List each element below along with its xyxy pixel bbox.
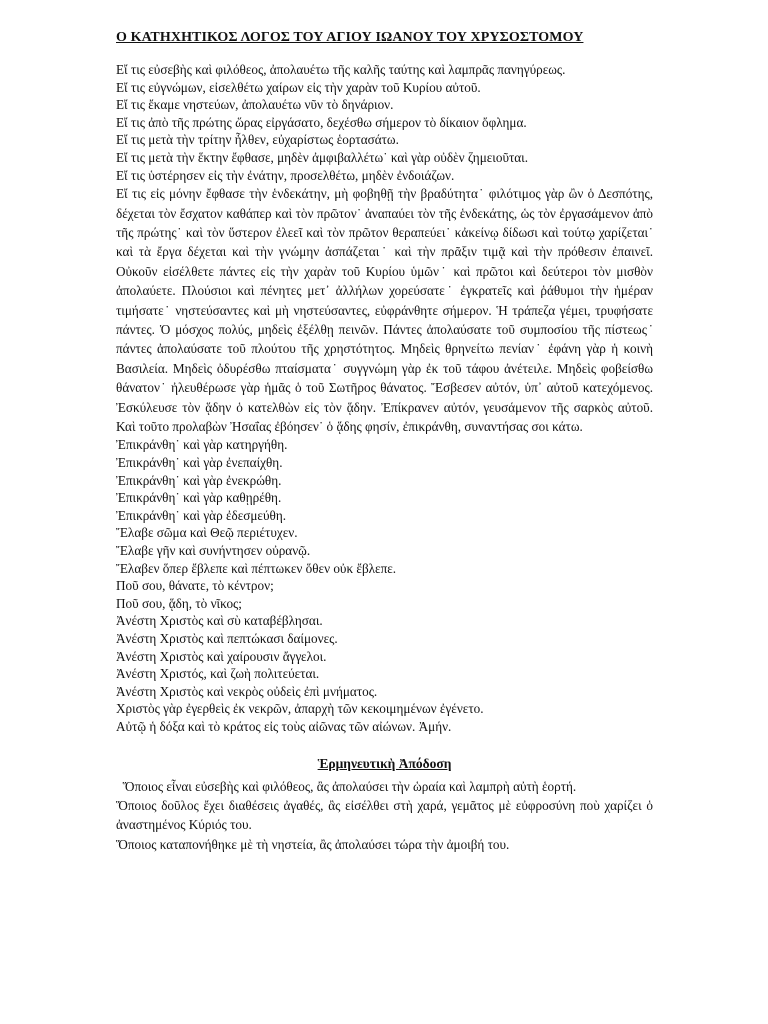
text-line: Ποῦ σου, θάνατε, τὸ κέντρον; <box>116 578 274 594</box>
text-line: Ἐπικράνθη˙ καὶ γὰρ ἐνεπαίχθη. <box>116 455 283 471</box>
document-title: Ο ΚΑΤΗΧΗΤΙΚΟΣ ΛΟΓΟΣ ΤΟΥ ΑΓΙΟΥ ΙΩΑΝΟΥ ΤΟΥ ΧΡΥΣΟΣΤΟΜΟΥ <box>116 30 584 45</box>
text-line: Εἴ τις ὑστέρησεν εἰς τὴν ἐνάτην, προσελθέτω, μηδὲν ἐνδοιάζων. <box>116 167 455 183</box>
text-line: Αὐτῷ ἡ δόξα καὶ τὸ κράτος εἰς τοὺς αἰῶνας τῶν αἰώνων. Ἀμήν. <box>116 718 452 734</box>
text-line: Εἴ τις ἀπὸ τῆς πρώτης ὥρας εἰργάσατο, δεχέσθω σήμερον τὸ δίκαιον ὄφλημα. <box>116 114 527 130</box>
text-line: Χριστὸς γὰρ ἐγερθεὶς ἐκ νεκρῶν, ἀπαρχὴ τῶν κεκοιμημένων ἐγένετο. <box>116 701 484 717</box>
text-line: Ποῦ σου, ᾅδη, τὸ νῖκος; <box>116 595 242 611</box>
text-line: Εἴ τις μετὰ τὴν ἕκτην ἔφθασε, μηδὲν ἀμφιβαλλέτω˙ καὶ γὰρ οὐδὲν ζημειοῦται. <box>116 149 529 165</box>
text-line: Ἐπικράνθη˙ καὶ γὰρ κατηργήθη. <box>116 437 288 453</box>
text-line: Ἔλαβεν ὅπερ ἔβλεπε καὶ πέπτωκεν ὅθεν οὐκ ἔβλεπε. <box>116 560 397 576</box>
section-title: Ἑρμηνευτικὴ Ἀπόδοση <box>317 755 452 771</box>
interp-paragraph: Ὅποιος εἶναι εὐσεβὴς καὶ φιλόθεος, ἂς ἀπολαύσει τὴν ὡραία καὶ λαμπρὴ αὐτὴ ἑορτή. <box>116 778 577 794</box>
text-line: Ἀνέστη Χριστὸς καὶ σὺ καταβέβλησαι. <box>116 613 323 629</box>
text-line: Εἴ τις μετὰ τὴν τρίτην ἦλθεν, εὐχαρίστως ἑορτασάτω. <box>116 132 399 148</box>
text-line: Ἐπικράνθη˙ καὶ γὰρ καθῃρέθη. <box>116 490 282 506</box>
document-page <box>116 30 653 854</box>
text-line: Ἔλαβε σῶμα καὶ Θεῷ περιέτυχεν. <box>116 525 298 541</box>
text-line: Ἐπικράνθη˙ καὶ γὰρ ἐδεσμεύθη. <box>116 507 287 523</box>
interp-paragraph: Ὅποιος καταπονήθηκε μὲ τὴ νηστεία, ἂς ἀπολαύσει τώρα τὴν ἀμοιβή του. <box>116 836 510 852</box>
text-line: Ἐπικράνθη˙ καὶ γὰρ ἐνεκρώθη. <box>116 472 282 488</box>
text-line: Εἴ τις εὐγνώμων, εἰσελθέτω χαίρων εἰς τὴν χαρὰν τοῦ Κυρίου αὐτοῦ. <box>116 79 481 95</box>
opening-lines <box>116 61 653 184</box>
text-line: Ἔλαβε γῆν καὶ συνήντησεν οὐρανῷ. <box>116 543 311 558</box>
text-line: Ἀνέστη Χριστὸς καὶ χαίρουσιν ἄγγελοι. <box>116 648 327 664</box>
interpretation-section <box>116 777 653 855</box>
text-line: Ἀνέστη Χριστὸς καὶ πεπτώκασι δαίμονες. <box>116 630 338 646</box>
text-line: Ἀνέστη Χριστός, καὶ ζωὴ πολιτεύεται. <box>116 666 320 682</box>
text-line: Ἀνέστη Χριστὸς καὶ νεκρὸς οὐδεὶς ἐπὶ μνήματος. <box>116 683 378 699</box>
closing-lines <box>116 436 653 735</box>
interp-paragraph: Ὅποιος δοῦλος ἔχει διαθέσεις ἀγαθές, ἂς εἰσέλθει στὴ χαρά, γεμᾶτος μὲ εὐφροσύνη ποὺ χαρίζει ὁ ἀναστημένος Κύριός του. <box>116 797 653 833</box>
text-line: Εἴ τις εὐσεβὴς καὶ φιλόθεος, ἀπολαυέτω τῆς καλῆς ταύτης καὶ λαμπρᾶς πανηγύρεως. <box>116 62 566 77</box>
main-paragraph: Εἴ τις εἰς μόνην ἔφθασε τὴν ἑνδεκάτην, μὴ φοβηθῇ τὴν βραδύτητα˙ φιλότιμος γὰρ ὢν ὁ Δεσπότης, δέχεται τὸν ἔσχατον καθάπερ καὶ τὸν πρῶτον˙ ἀναπαύει τὸν τῆς ἑνδεκάτης, ὡς τὸν ἐργασάμενον ἀπὸ τῆς πρώτης˙ καὶ τὸν ὕστερον ἐλεεῖ καὶ τὸν πρῶτον θεραπεύει˙ κἀκείνῳ δίδωσι καὶ τούτῳ χαρίζεται˙ καὶ τὰ ἔργα δέχεται καὶ τὴν γνώμην ἀσπάζεται˙ καὶ τὴν πρᾶξιν τιμᾷ καὶ τὴν πρόθεσιν ἐπαινεῖ. Οὐκοῦν εἰσέλθετε πάντες εἰς τὴν χαρὰν τοῦ Κυρίου ὑμῶν˙ καὶ πρῶτοι καὶ δεύτεροι τὸν μισθὸν ἀπολαύετε. Πλούσιοι καὶ πένητες μετ᾽ ἀλλήλων χορεύσατε˙ ἐγκρατεῖς καὶ ῥάθυμοι τὴν ἡμέραν τιμήσατε˙ νηστεύσαντες καὶ μὴ νηστεύσαντες, εὐφράνθητε σήμερον. Ἡ τράπεζα γέμει, τρυφήσατε πάντες. Ὁ μόσχος πολύς, μηδεὶς ἐξέλθῃ πεινῶν. Πάντες ἀπολαύσατε τοῦ συμποσίου τῆς πίστεως˙ πάντες ἀπολαύσατε τοῦ πλούτου τῆς χρηστότητος. Μηδεὶς θρηνείτω πενίαν˙ ἐφάνη γὰρ ἡ κοινὴ Βασιλεία. Μηδεὶς ὀδυρέσθω πταίσματα˙ συγγνώμη γὰρ ἐκ τοῦ τάφου ἀνέτειλε. Μηδεὶς φοβείσθω θάνατον˙ ἠλευθέρωσε γὰρ ἡμᾶς ὁ τοῦ Σωτῆρος θάνατος. Ἔσβεσεν αὐτόν, ὑπ᾽ αὐτοῦ κατεχόμενος. Ἐσκύλευσε τὸν ᾅδην ὁ κατελθὼν εἰς τὸν ᾅδην. Ἐπίκρανεν αὐτόν, γευσάμενον τῆς σαρκὸς αὐτοῦ. Καὶ τοῦτο προλαβὼν Ἠσαΐας ἐβόησεν˙ ὁ ᾅδης φησίν, ἐπικράνθη, συναντήσας σοι κάτω. <box>116 186 653 435</box>
text-line: Εἴ τις ἔκαμε νηστεύων, ἀπολαυέτω νῦν τὸ δηνάριον. <box>116 97 394 113</box>
